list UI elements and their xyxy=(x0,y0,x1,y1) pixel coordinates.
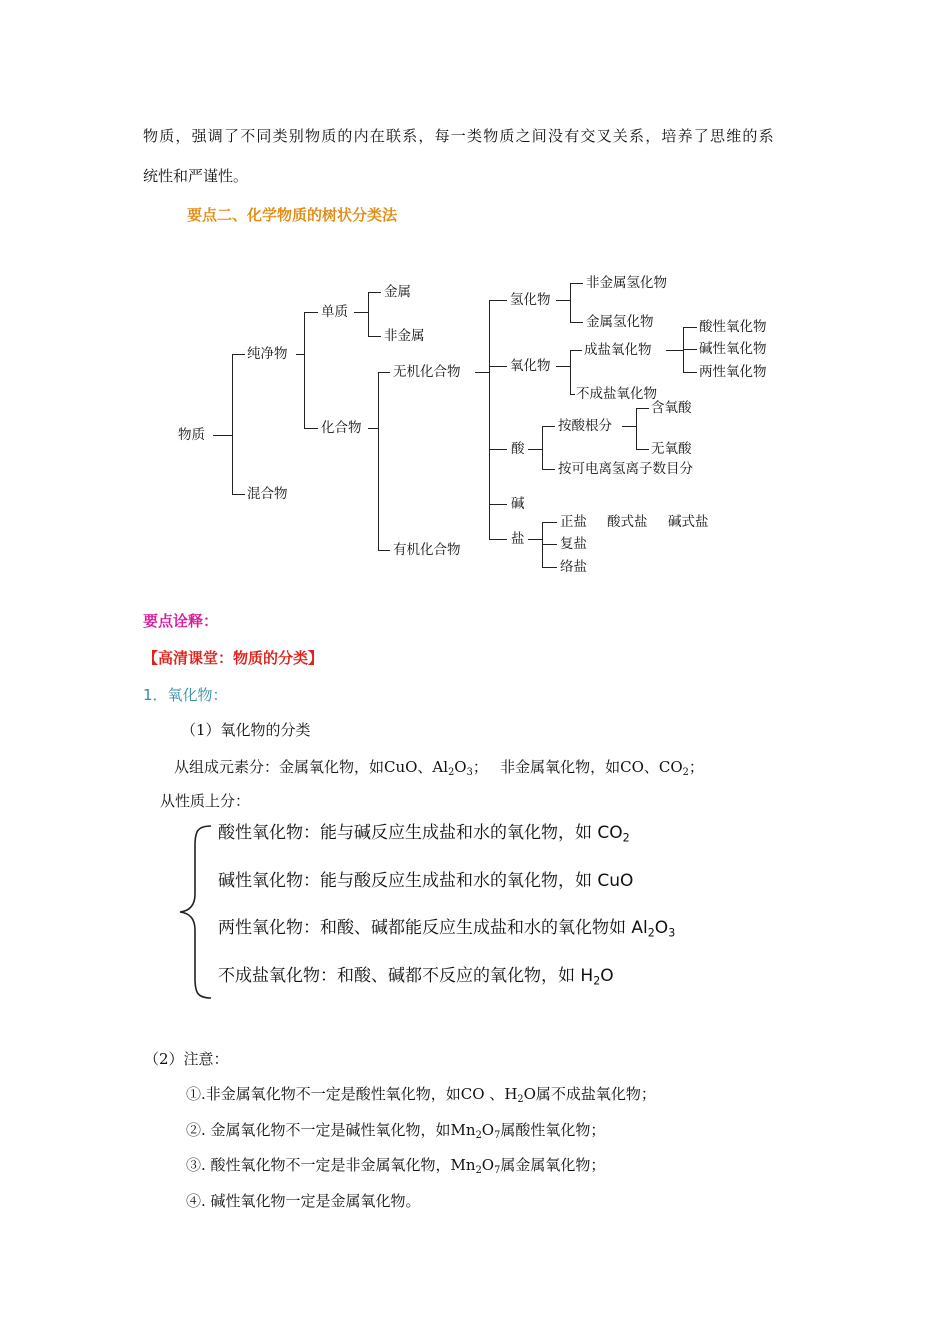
tree-metal-hydride: 金属氢化物 xyxy=(586,314,654,330)
tree-compound: 化合物 xyxy=(321,420,362,436)
tree-non-salt-forming-oxide: 不成盐氧化物 xyxy=(576,386,657,402)
tree-connector xyxy=(683,327,697,328)
tree-connector xyxy=(636,408,649,409)
tree-acid: 酸 xyxy=(511,441,525,457)
tree-connector xyxy=(542,469,555,470)
tree-connector xyxy=(636,408,637,449)
by-property-label: 从性质上分： xyxy=(160,792,251,810)
tree-by-acid-radical: 按酸根分 xyxy=(558,418,612,434)
notes2-title: （2）注意： xyxy=(144,1050,229,1068)
tree-connector xyxy=(683,349,697,350)
tree-connector xyxy=(622,426,636,427)
tree-connector xyxy=(296,354,304,355)
tree-oxyacid: 含氧酸 xyxy=(651,400,692,416)
tree-nonmetal-hydride: 非金属氢化物 xyxy=(586,275,667,291)
tree-base: 碱 xyxy=(511,496,525,512)
tree-connector xyxy=(528,449,542,450)
tree-connector xyxy=(570,350,571,394)
tree-complex-salt: 络盐 xyxy=(560,559,587,575)
tree-salt-forming-oxide: 成盐氧化物 xyxy=(584,342,652,358)
tree-hydride: 氢化物 xyxy=(510,292,551,308)
tree-connector xyxy=(368,428,378,429)
section2-title: 要点二、化学物质的树状分类法 xyxy=(187,206,398,224)
tree-connector xyxy=(489,539,507,540)
brace-item-basic-oxide: 碱性氧化物：能与酸反应生成盐和水的氧化物，如 CuO xyxy=(218,871,634,891)
note-2: ②. 金属氧化物不一定是碱性氧化物，如$Mn_2O_7$属酸性氧化物； xyxy=(186,1121,606,1141)
tree-connector xyxy=(378,550,390,551)
tree-connector xyxy=(213,435,232,436)
oxide-classification-title: （1）氧化物的分类 xyxy=(181,721,311,739)
note-1: ①.非金属氧化物不一定是酸性氧化物，如CO 、$H_2O$属不成盐氧化物； xyxy=(186,1085,656,1105)
by-composition-label: 从组成元素分：金属氧化物，如CuO、Al xyxy=(174,758,449,776)
tree-connector xyxy=(528,539,542,540)
tree-acid-salt: 酸式盐 xyxy=(607,514,648,530)
tree-connector xyxy=(556,300,570,301)
tree-connector xyxy=(542,544,557,545)
tree-connector xyxy=(354,312,368,313)
tree-connector xyxy=(570,322,583,323)
tree-connector xyxy=(368,292,381,293)
tree-connector xyxy=(570,283,583,284)
tree-double-salt: 复盐 xyxy=(560,536,587,552)
tree-organic: 有机化合物 xyxy=(393,542,461,558)
tree-basic-salt: 碱式盐 xyxy=(668,514,709,530)
by-composition-tail: ； 非金属氧化物，如CO、CO xyxy=(472,758,683,776)
tree-connector xyxy=(475,372,489,373)
tree-basic-oxide: 碱性氧化物 xyxy=(699,341,767,357)
tree-oxide: 氧化物 xyxy=(510,358,551,374)
tree-connector xyxy=(489,449,507,450)
notes-title: 要点诠释： xyxy=(143,612,219,630)
tree-acidic-oxide: 酸性氧化物 xyxy=(699,319,767,335)
tree-normal-salt: 正盐 xyxy=(560,514,587,530)
tree-connector xyxy=(368,336,381,337)
tree-connector xyxy=(368,292,369,336)
tree-connector xyxy=(232,354,233,494)
note-3: ③. 酸性氧化物不一定是非金属氧化物，$Mn_2O_7$属金属氧化物； xyxy=(186,1156,606,1176)
tree-connector xyxy=(542,426,543,469)
tree-connector xyxy=(304,312,318,313)
tree-connector xyxy=(570,283,571,322)
tree-root: 物质 xyxy=(178,427,205,443)
tree-connector xyxy=(489,366,507,367)
tree-inorganic: 无机化合物 xyxy=(393,364,461,380)
tree-metal: 金属 xyxy=(384,284,411,300)
tree-connector xyxy=(489,300,507,301)
brace-item-amphoteric-oxide: 两性氧化物：和酸、碱都能反应生成盐和水的氧化物如 $Al_2O_3$ xyxy=(218,918,676,940)
curly-brace xyxy=(175,822,215,1002)
tree-mixture: 混合物 xyxy=(247,486,288,502)
tree-connector xyxy=(556,366,570,367)
tree-connector xyxy=(683,372,697,373)
tree-connector xyxy=(232,354,245,355)
tree-nonmetal: 非金属 xyxy=(384,328,425,344)
tree-by-ionizable-h: 按可电离氢离子数目分 xyxy=(558,461,693,477)
oxide-heading: 1．氧化物： xyxy=(143,686,228,704)
intro-line-1: 物质，强调了不同类别物质的内在联系，每一类物质之间没有交叉关系，培养了思维的系 xyxy=(143,127,775,145)
tree-connector xyxy=(378,372,379,550)
tree-element: 单质 xyxy=(321,304,348,320)
tree-connector xyxy=(542,426,555,427)
intro-line-2: 统性和严谨性。 xyxy=(143,167,249,185)
by-composition-line: 从组成元素分：金属氧化物，如CuO、$Al_2O_3$； 非金属氧化物，如CO、$CO_2$； xyxy=(174,758,704,778)
tree-pure: 纯净物 xyxy=(247,346,288,362)
class-title: 【高清课堂：物质的分类】 xyxy=(143,649,324,667)
tree-connector xyxy=(232,494,245,495)
tree-connector xyxy=(304,312,305,428)
tree-connector xyxy=(378,372,390,373)
tree-connector xyxy=(666,350,683,351)
tree-connector xyxy=(570,350,582,351)
note-4: ④. 碱性氧化物一定是金属氧化物。 xyxy=(186,1192,421,1210)
brace-item-acidic-oxide: 酸性氧化物：能与碱反应生成盐和水的氧化物，如 $CO_2$ xyxy=(218,823,630,845)
tree-amphoteric-oxide: 两性氧化物 xyxy=(699,364,767,380)
tree-connector xyxy=(636,449,649,450)
tree-connector xyxy=(570,394,575,395)
brace-item-non-salt-forming-oxide: 不成盐氧化物：和酸、碱都不反应的氧化物，如 $H_2O$ xyxy=(218,966,614,988)
tree-connector xyxy=(542,522,557,523)
tree-connector xyxy=(542,567,557,568)
tree-connector xyxy=(489,504,507,505)
tree-connector xyxy=(304,428,318,429)
tree-hydracid: 无氧酸 xyxy=(651,441,692,457)
tree-salt: 盐 xyxy=(511,531,525,547)
